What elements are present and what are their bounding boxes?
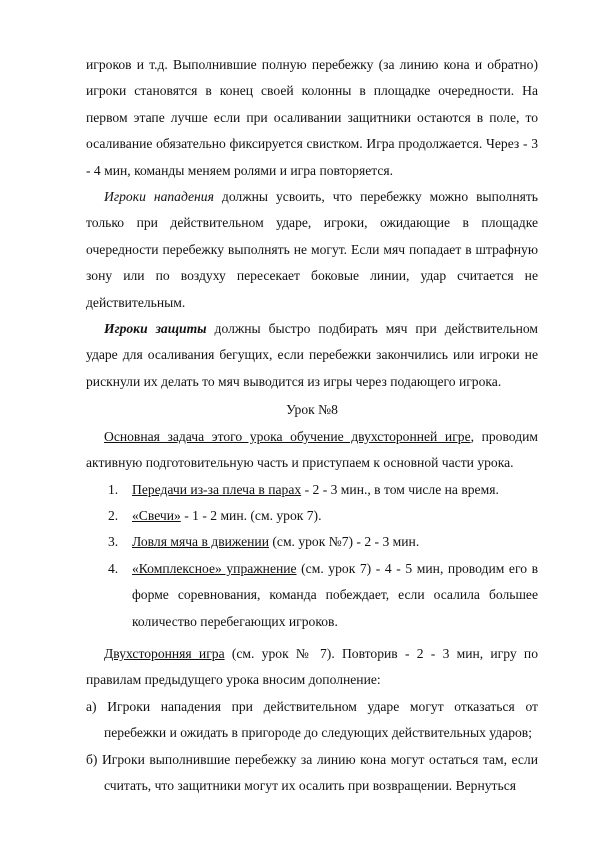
exercise-list [86,477,538,635]
two-sided-game-heading: Двухсторонняя игра [104,645,225,661]
list-item [86,503,538,529]
main-task-text: , проводим активную подготовительную часть и приступаем к основной части урока. [86,428,538,471]
attackers-heading: Игроки нападения [104,189,214,205]
rule-a: а) Игроки нападения при действительном ударе могут отказаться от перебежки и ожидать в пригороде до следующих действительных ударов; [86,698,538,741]
paragraph-defenders [86,316,538,395]
two-sided-game-text: (см. урок № 7). Повторив - 2 - 3 мин, игру по правилам предыдущего урока вносим дополнение: [86,645,538,688]
list-item [86,529,538,555]
exercise-name: Передачи из-за плеча в парах [132,481,302,497]
list-item [86,477,538,503]
lesson-title: Урок №8 [286,402,338,418]
exercise-details: (см. урок №7) - 2 - 3 мин. [268,534,420,550]
list-item [86,556,538,635]
list-number: 3. [108,534,119,550]
exercise-name: «Комплексное» упражнение [132,560,297,576]
paragraph-two-sided-game [86,641,538,694]
paragraph-game-rotation: игроков и т.д. Выполнившие полную перебежку (за линию кона и обратно) игроки становятся в конец своей колонны в площадке очередности. На первом этапе лучше если при осаливании защитники остаются в поле, то осаливание обязательно фиксируется свистком. Игра продолжается. Через - 3 - 4 мин, команды меняем ролями и игра повторяется. [86,57,538,178]
list-number: 2. [108,507,119,523]
attackers-text: должны усвоить, что перебежку можно выполнять только при действительном ударе, игроки, ожидающие в площадке очередности перебежку выполнять не могут. Если мяч попадает в штрафную зону или по воздуху пересекает боковые линии, удар считается не действительным. [86,189,538,310]
exercise-details: - 2 - 3 мин., в том числе на время. [301,481,499,497]
document-page [86,52,538,799]
paragraph-attackers [86,184,538,316]
rule-b: б) Игроки выполнившие перебежку за линию кона могут остаться там, если считать, что защитники могут их осалить при возвращении. Вернуться [86,751,538,793]
list-number: 1. [108,481,119,497]
defenders-text: должны быстро подбирать мяч при действительном ударе для осаливания бегущих, если перебежки закончились или игроки не рискнули их делать то мяч выводится из игры через подающего игрока. [86,321,538,389]
exercise-name: «Свечи» [132,507,181,523]
main-task-underlined: Основная задача этого урока обучение двухсторонней игре [104,428,471,444]
exercise-details: (см. урок 7) - 4 - 5 мин, проводим его в форме соревнования, команда побеждает, если осалила большее количество перебегающих игроков. [132,560,538,629]
exercise-name: Ловля мяча в движении [132,534,269,550]
paragraph-main-task [86,424,538,477]
exercise-details: - 1 - 2 мин. (см. урок 7). [180,507,322,523]
defenders-heading: Игроки защиты [104,321,207,337]
list-number: 4. [108,560,119,576]
